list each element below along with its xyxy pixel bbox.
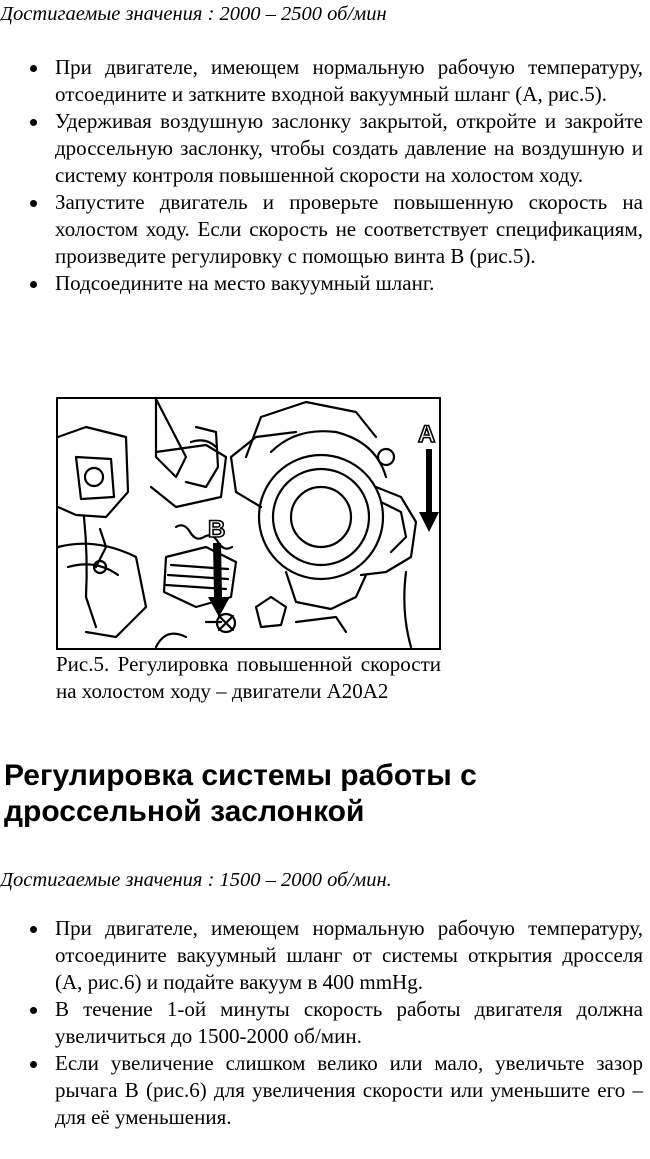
label-a: A: [418, 421, 436, 448]
instruction-list-1: [0, 54, 650, 297]
label-b: B: [208, 516, 226, 543]
bullet-icon: [30, 1061, 37, 1068]
bullet-icon: [30, 281, 37, 288]
target-values-2: Достигаемые значения : 1500 – 2000 об/мин.: [0, 869, 392, 891]
list-item-text: Запустите двигатель и проверьте повышенную скорость на холостом ходу. Если скорость не соответствует спецификациям, произведите регулировку с помощью винта B (рис.5).: [55, 190, 643, 268]
bullet-icon: [30, 1007, 37, 1014]
target-values-1: Достигаемые значения : 2000 – 2500 об/мин: [0, 3, 387, 25]
bullet-icon: [30, 200, 37, 207]
list-item: [0, 1050, 650, 1131]
list-item-text: Удерживая воздушную заслонку закрытой, откройте и закройте дроссельную заслонку, чтобы создать давление на воздушную и систему контроля повышенной скорости на холостом ходу.: [55, 109, 643, 187]
list-item: [0, 270, 650, 297]
list-item: [0, 996, 650, 1050]
bullet-icon: [30, 926, 37, 933]
bullet-icon: [30, 65, 37, 72]
list-item: [0, 189, 650, 270]
list-item: [0, 108, 650, 189]
carburetor-illustration: [56, 397, 441, 650]
figure-caption: Рис.5. Регулировка повышенной скорости на холостом ходу – двигатели A20A2: [56, 652, 441, 703]
list-item-text: В течение 1-ой минуты скорость работы двигателя должна увеличиться до 1500-2000 об/мин.: [55, 997, 643, 1048]
carburetor-figure: [56, 397, 441, 650]
list-item-text: При двигателе, имеющем нормальную рабочую температуру, отсоедините вакуумный шланг от системы открытия дросселя (A, рис.6) и подайте вакуум в 400 mmHg.: [55, 916, 643, 994]
list-item: [0, 54, 650, 108]
instruction-list-2: [0, 915, 650, 1131]
list-item: [0, 915, 650, 996]
list-item-text: Если увеличение слишком велико или мало, увеличьте зазор рычага B (рис.6) для увеличения скорости или уменьшите его – для её уменьшения.: [55, 1051, 643, 1129]
section-heading: Регулировка системы работы с дроссельной заслонкой: [4, 759, 477, 828]
list-item-text: Подсоедините на место вакуумный шланг.: [55, 271, 435, 295]
bullet-icon: [30, 119, 37, 126]
list-item-text: При двигателе, имеющем нормальную рабочую температуру, отсоедините и заткните входной вакуумный шланг (A, рис.5).: [55, 55, 643, 106]
